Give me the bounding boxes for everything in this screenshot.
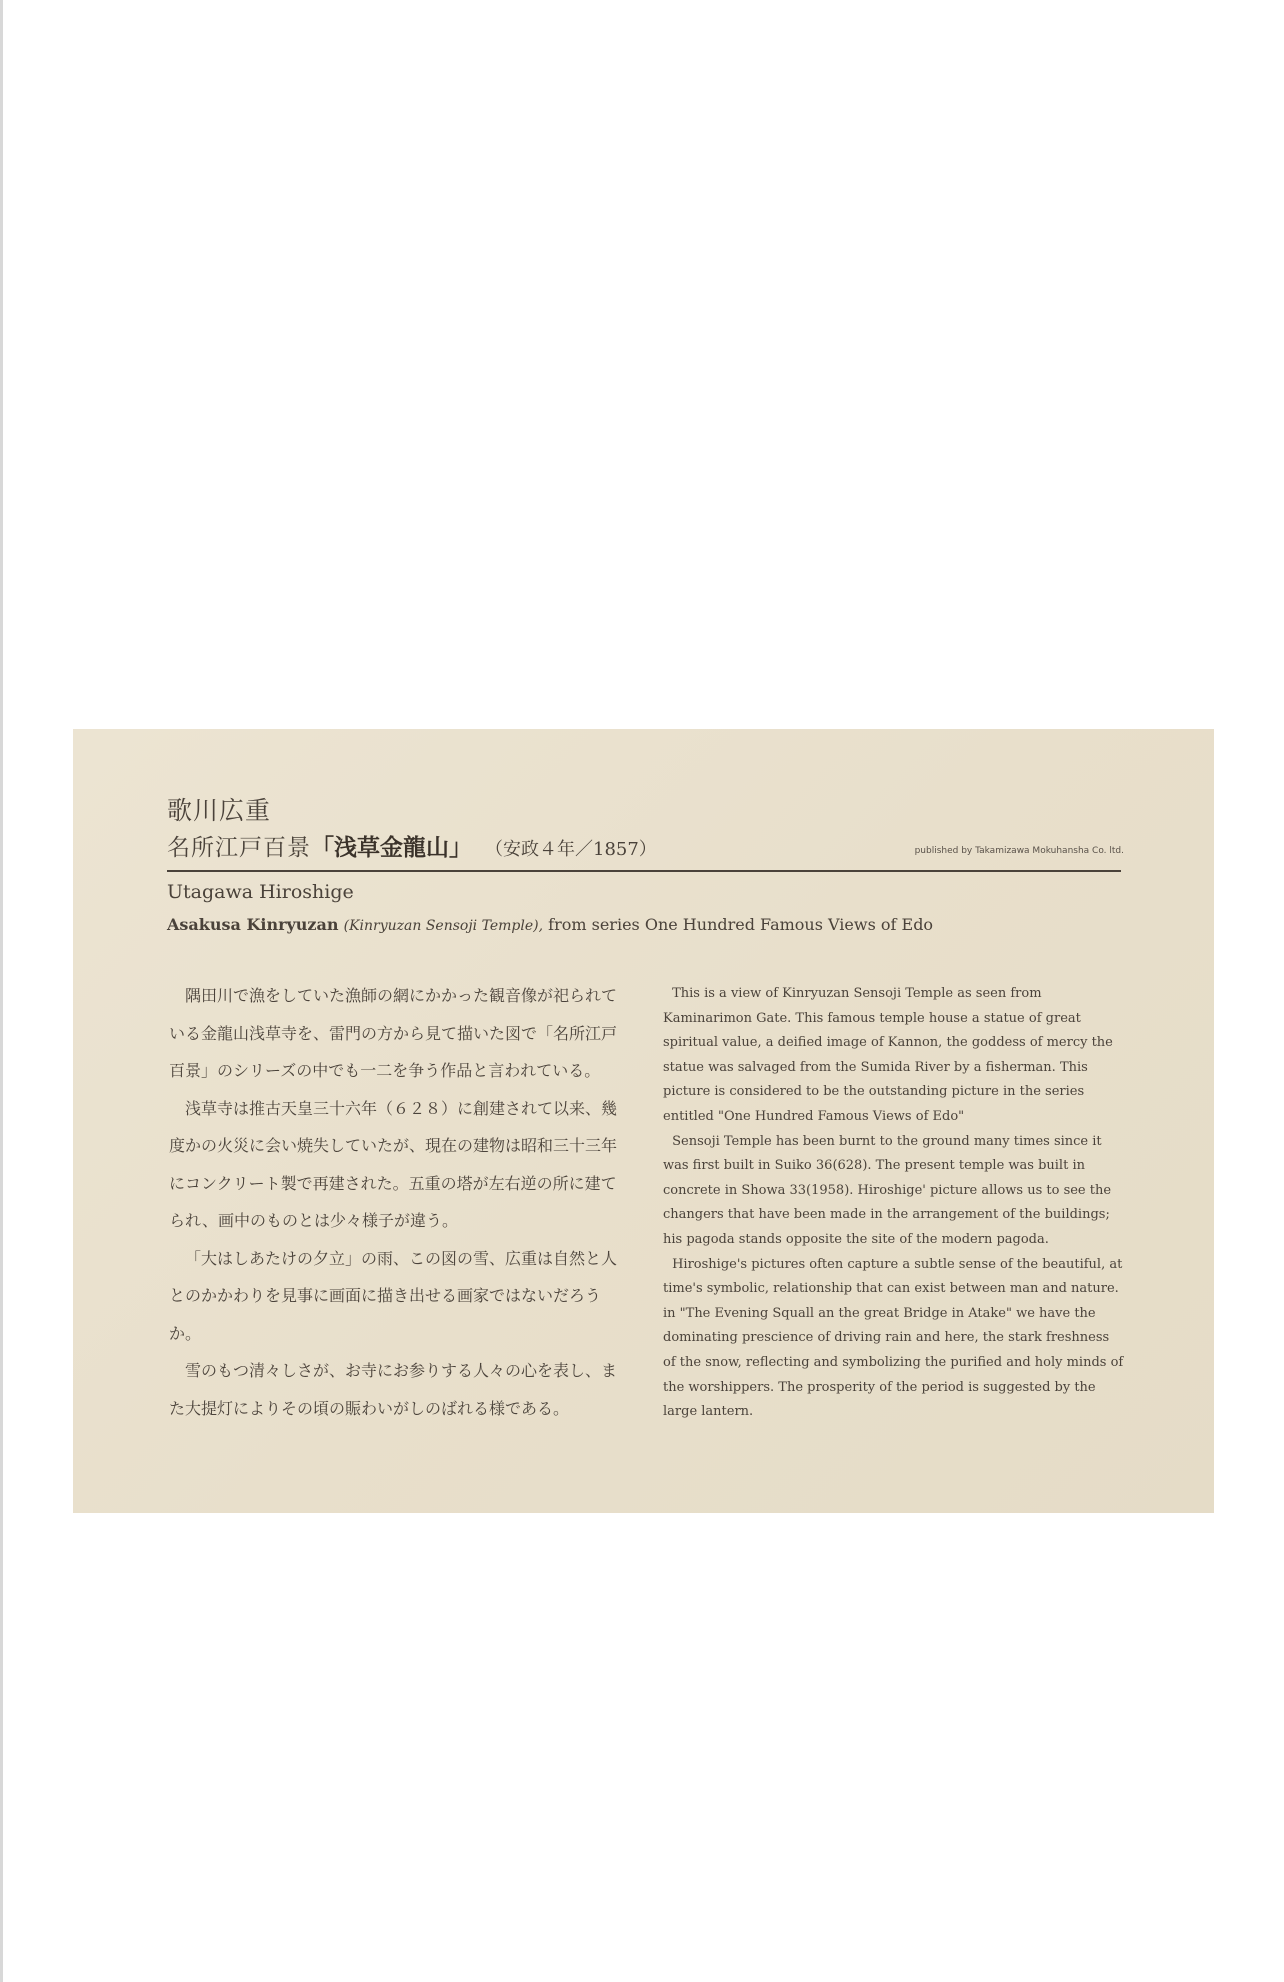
en-title-line [167,915,933,934]
jp-description-column [169,977,621,1427]
description-card [73,729,1214,1513]
en-paragraph: Hiroshige's pictures often capture a subtle sense of the beautiful, at time's symbolic, relationship that can exist between man and nature. in "The Evening Squall an the great Bridge in Atake" we have the dominating prescience of driving rain and here, the stark freshness of the snow, reflecting and symbolizing the purified and holy minds of the worshippers. The prosperity of the period is suggested by the large lantern. [663,1256,1124,1420]
jp-date: （安政４年／1857） [494,839,657,860]
publisher-credit: published by Takamizawa Mokuhansha Co. ltd. [914,846,1124,856]
jp-artist-name: 歌川広重 [167,796,272,825]
jp-series-name: 名所江戸百景 [167,835,311,861]
en-artist-name: Utagawa Hiroshige [167,881,354,903]
en-paragraph: Sensoji Temple has been burnt to the ground many times since it was first built in Suiko 36(628). The present temple was built in concrete in Showa 33(1958). Hiroshige' picture allows us to see the changers that have been made in the arrangement of the buildings; his pagoda stands opposite the site of the modern pagoda. [663,1133,1112,1247]
en-description-column [663,982,1125,1425]
jp-paragraph: 隅田川で漁をしていた漁師の網にかかった観音像が祀られている金龍山浅草寺を、雷門の方から見て描いた図で「名所江戸百景」のシリーズの中でも一二を争う作品と言われている。 [169,986,618,1080]
en-work-alt-title: (Kinryuzan Sensoji Temple), [343,918,544,934]
en-paragraph: This is a view of Kinryuzan Sensoji Temple as seen from Kaminarimon Gate. This famous temple house a statue of great spiritual value, a deified image of Kannon, the goddess of mercy the statue was salvaged from the Sumida River by a fisherman. This picture is considered to be the outstanding picture in the series entitled "One Hundred Famous Views of Edo" [663,986,1113,1124]
jp-title-line [167,829,657,862]
jp-paragraph: 浅草寺は推古天皇三十六年（６２８）に創建されて以来、幾度かの火災に会い焼失していたが、現在の建物は昭和三十三年にコンクリート製で再建された。五重の塔が左右逆の所に建てられ、画中のものとは少々様子が違う。 [169,1098,618,1230]
en-work-title: Asakusa Kinryuzan [167,915,339,934]
jp-paragraph: 雪のもつ清々しさが、お寺にお参りする人々の心を表し、また大提灯によりその頃の賑わいがしのばれる様である。 [169,1361,618,1418]
header-divider [167,870,1121,872]
jp-work-title: 「浅草金龍山」 [311,834,472,861]
jp-paragraph: 「大はしあたけの夕立」の雨、この図の雪、広重は自然と人とのかかわりを見事に画面に描き出せる画家ではないだろうか。 [169,1248,618,1343]
en-series-name: from series One Hundred Famous Views of Edo [548,915,934,934]
page-left-edge [0,0,3,1982]
